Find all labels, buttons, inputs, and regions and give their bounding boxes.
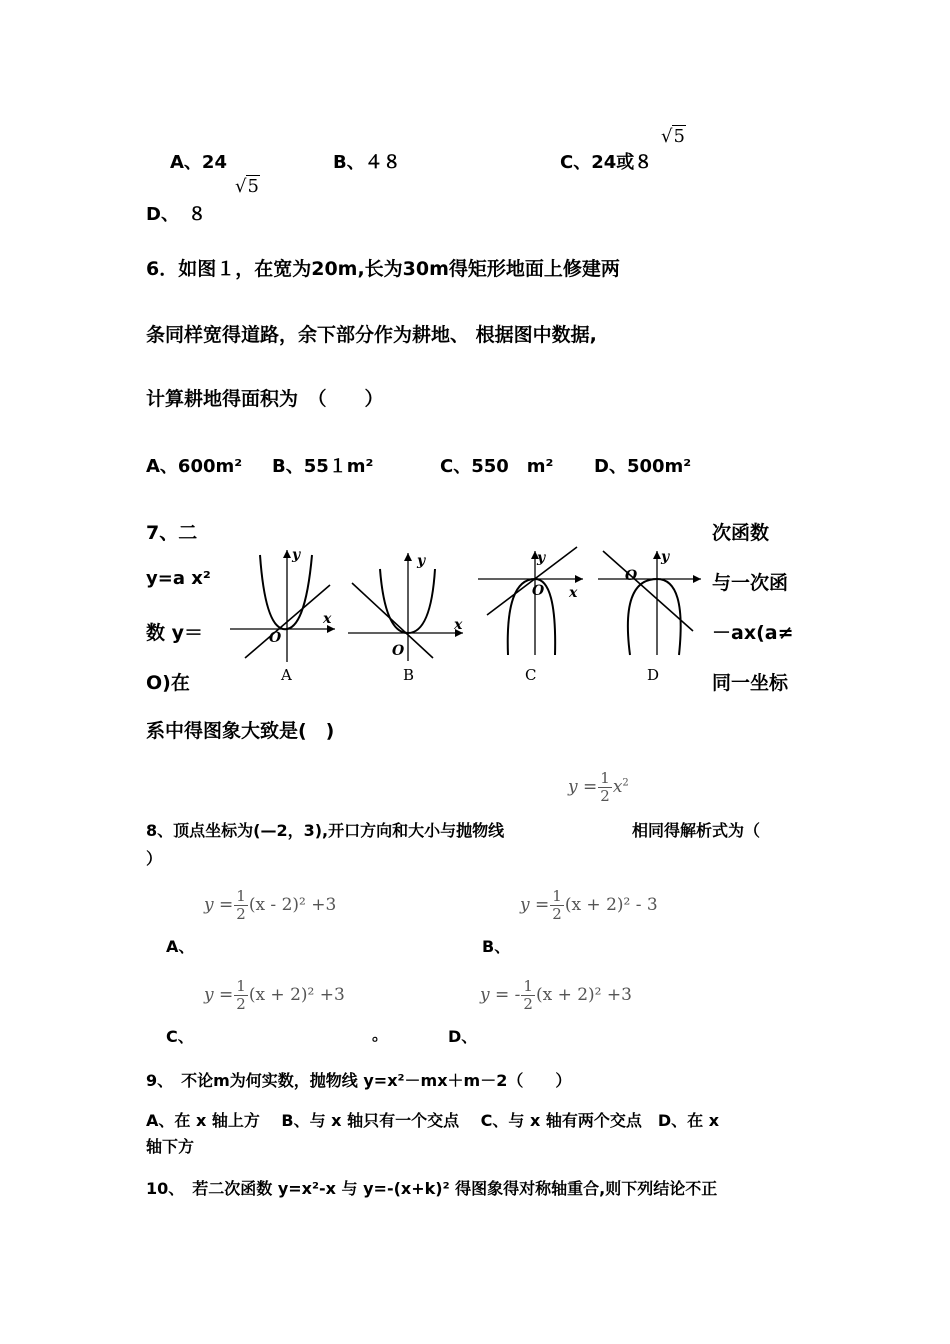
q8-option-d: D、 — [448, 1027, 478, 1046]
q7-left-2: y=a x² — [146, 568, 211, 589]
q5-option-b: B、４８ — [333, 152, 401, 173]
q7-graphs-figure — [225, 545, 710, 690]
q9-options-cont: 轴下方 — [146, 1137, 195, 1156]
q8-formula-b: y = $\frac{1}{2}$ (x + 2)² - 3 — [520, 887, 658, 923]
graph-c — [478, 547, 583, 684]
q6-line-2: 条同样宽得道路，余下部分作为耕地、 根据图中数据, — [146, 324, 597, 346]
q7-left-3: 数 y＝ — [146, 622, 204, 644]
q5-option-d: D、 ８ — [146, 204, 206, 225]
q8-stem-close: ） — [146, 849, 163, 868]
graph-c-y-label: y — [537, 550, 546, 566]
q7-right-3: －ax(a≠ — [712, 622, 794, 644]
graph-b-y-label: y — [417, 553, 426, 569]
graph-a-origin: O — [269, 630, 282, 646]
graph-a-y-label: y — [292, 547, 301, 563]
q7-left-1: 7、二 — [146, 522, 198, 544]
q9-stem: 9、 不论m为何实数，抛物线 y=x²－mx＋m－2（ ） — [146, 1071, 572, 1090]
q7-left-4: O)在 — [146, 672, 190, 694]
graph-d — [598, 549, 701, 684]
graph-a-label: A — [281, 666, 292, 684]
graph-a — [230, 547, 335, 684]
q7-right-1: 次函数 — [712, 522, 770, 544]
q8-formula-d: y = - $\frac{1}{2}$ (x + 2)² +3 — [480, 977, 632, 1013]
q8-option-c: C、 — [166, 1027, 194, 1046]
graph-c-origin: O — [532, 583, 545, 599]
q7-line-5: 系中得图象大致是( ) — [146, 720, 335, 742]
q8-formula-a: y = $\frac{1}{2}$ (x - 2)² +3 — [204, 887, 337, 923]
graph-d-label: D — [647, 666, 660, 684]
q5-option-d-sqrt: √5 — [235, 176, 259, 197]
q6-option-c: C、550 m² — [440, 456, 554, 477]
q10-stem: 10、 若二次函数 y=x²-x 与 y=-(x+k)² 得图象得对称轴重合,则下列结论不正 — [146, 1179, 718, 1198]
q5-option-c-sqrt: √5 — [661, 126, 685, 147]
graph-d-origin: O — [625, 568, 638, 584]
graph-c-x-label: x — [569, 585, 578, 601]
q8-formula-c: y = $\frac{1}{2}$ (x + 2)² +3 — [204, 977, 345, 1013]
q9-options: A、在 x 轴上方 B、与 x 轴只有一个交点 C、与 x 轴有两个交点 D、在 x — [146, 1111, 720, 1130]
graph-c-label: C — [525, 666, 537, 684]
q8-reference-formula: y = $\frac{1}{2}$ $x^2$ — [568, 769, 629, 805]
q6-option-a: A、600m² — [146, 456, 243, 477]
q6-option-d: D、500m² — [594, 456, 692, 477]
q5-option-a: A、24 — [170, 152, 227, 173]
q8-option-a: A、 — [166, 937, 195, 956]
graph-b-label: B — [403, 666, 415, 684]
q6-line-1: 6．如图１，在宽为20m,长为30m得矩形地面上修建两 — [146, 258, 620, 280]
q6-option-b: B、55１m² — [272, 456, 374, 477]
graph-b-x-label: x — [454, 617, 463, 633]
q7-right-4: 同一坐标 — [712, 672, 789, 694]
q8-dot: 。 — [372, 1025, 389, 1044]
q7-right-2: 与一次函 — [712, 572, 789, 594]
q8-stem-tail: 相同得解析式为（ — [632, 821, 761, 840]
graph-b-origin: O — [392, 643, 405, 659]
q6-line-3: 计算耕地得面积为 （ ） — [146, 388, 384, 410]
q5-option-c: C、24或８ — [560, 152, 653, 173]
q8-option-b: B、 — [482, 937, 511, 956]
graph-b — [348, 553, 463, 684]
graph-d-y-label: y — [661, 549, 670, 565]
graph-a-x-label: x — [323, 611, 332, 627]
q8-stem: 8、顶点坐标为(—2，3),开口方向和大小与抛物线 — [146, 821, 505, 840]
